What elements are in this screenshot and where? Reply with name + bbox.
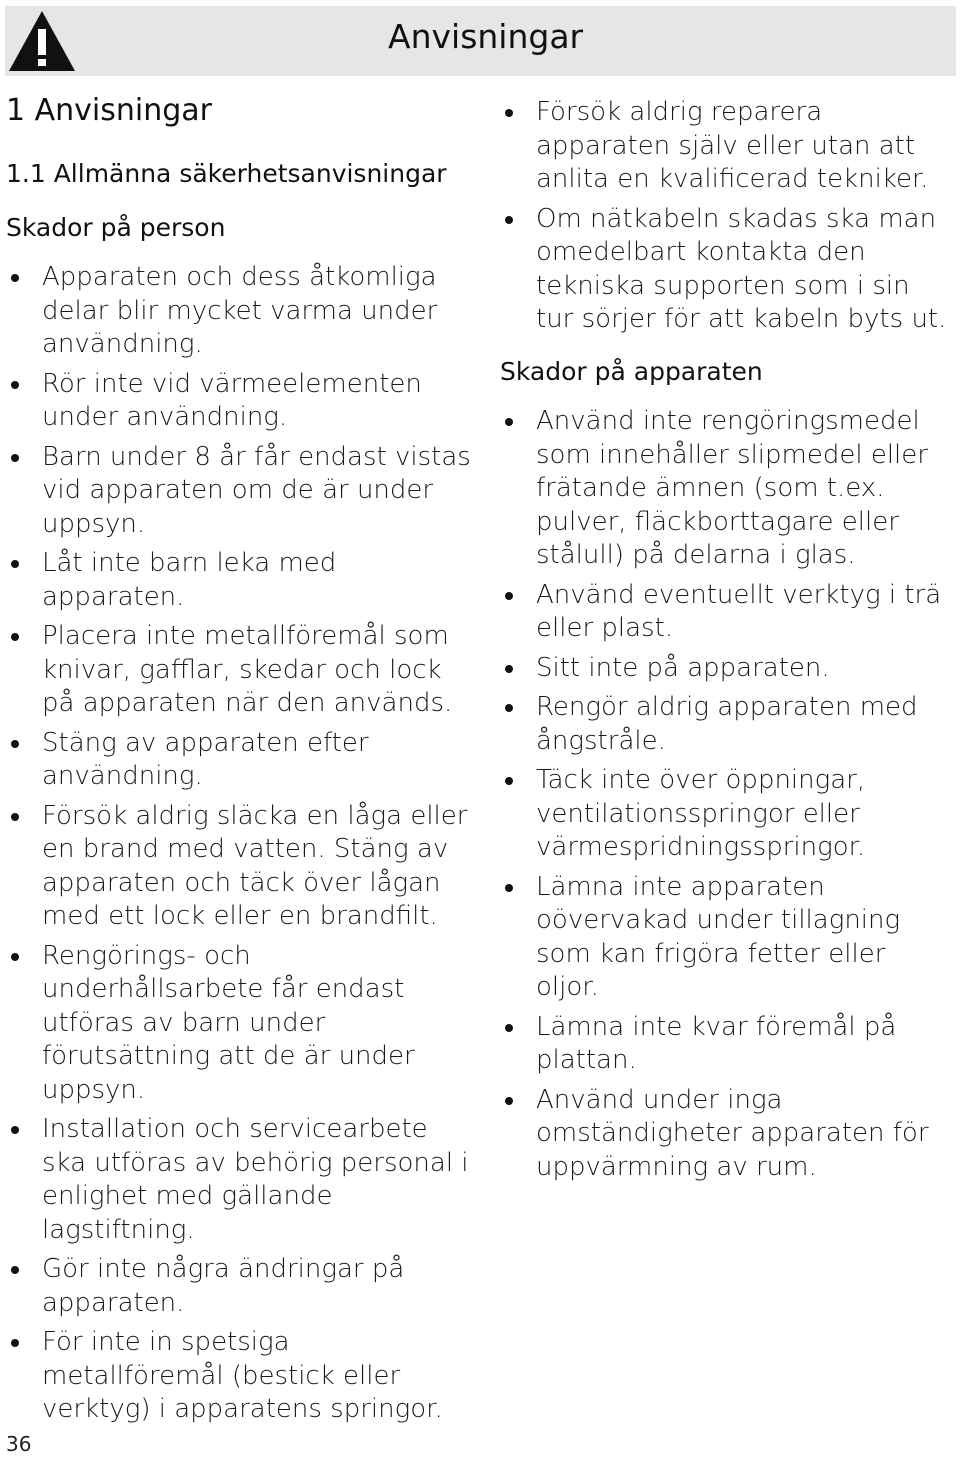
bullet-text: Rör inte vid värmeelementen under användning. [42, 368, 422, 432]
bullet-text: Apparaten och dess åtkomliga delar blir mycket varma under användning. [42, 262, 438, 359]
bullet-item [500, 96, 955, 197]
device-damage-list [500, 405, 955, 1190]
bullet-text: Gör inte några ändringar på apparaten. [42, 1254, 405, 1318]
bullet-text: Lämna inte apparaten oövervakad under tillagning som kan frigöra fetter eller oljor. [536, 871, 901, 1002]
bullet-item [6, 368, 476, 435]
person-injury-heading: Skador på person [6, 213, 226, 242]
bullet-text: Använd eventuellt verktyg i trä eller plast. [536, 579, 942, 643]
bullet-text: Om nätkabeln skadas ska man omedelbart kontakta den tekniska supporten som i sin tur sörjer för att kabeln byts ut. [536, 203, 947, 334]
bullet-icon [505, 592, 513, 600]
bullet-item [500, 764, 955, 865]
bullet-item [500, 1084, 955, 1185]
bullet-item [6, 727, 476, 794]
bullet-icon [505, 884, 513, 892]
bullet-icon [11, 560, 19, 568]
bullet-item [500, 405, 955, 573]
bullet-icon [505, 1097, 513, 1105]
bullet-icon [505, 704, 513, 712]
bullet-icon [505, 418, 513, 426]
bullet-icon [11, 740, 19, 748]
bullet-text: Täck inte över öppningar, ventilationsspringor eller värmespridningsspringor. [536, 765, 866, 862]
bullet-item [500, 579, 955, 646]
bullet-icon [11, 813, 19, 821]
header-title: Anvisningar [388, 17, 584, 56]
bullet-text: Barn under 8 år får endast vistas vid apparaten om de är under uppsyn. [42, 441, 471, 539]
bullet-text: Låt inte barn leka med apparaten. [42, 548, 337, 612]
bullet-item [6, 1253, 476, 1320]
bullet-text: Rengörings- och underhållsarbete får endast utföras av barn under förutsättning att de är under uppsyn. [42, 940, 415, 1105]
bullet-icon [11, 953, 19, 961]
bullet-text: Använd under inga omständigheter apparaten för uppvärmning av rum. [536, 1084, 929, 1182]
bullet-icon [11, 1339, 19, 1347]
bullet-text: Försök aldrig reparera apparaten själv eller utan att anlita en kvalificerad tekniker. [536, 97, 929, 194]
bullet-text: Lämna inte kvar föremål på plattan. [536, 1011, 897, 1075]
section-heading: 1 Anvisningar [6, 93, 213, 128]
bullet-text: Stäng av apparaten efter användning. [42, 727, 369, 791]
section-subheading: 1.1 Allmänna säkerhetsanvisningar [6, 159, 447, 188]
bullet-item [6, 547, 476, 614]
bullet-icon [11, 381, 19, 389]
bullet-item [6, 1113, 476, 1247]
bullet-text: Rengör aldrig apparaten med ångstråle. [536, 692, 918, 756]
page-header [5, 6, 956, 76]
bullet-item [6, 261, 476, 362]
bullet-icon [11, 1266, 19, 1274]
bullet-item [6, 620, 476, 721]
bullet-text: Använd inte rengöringsmedel som innehåller slipmedel eller frätande ämnen (som t.ex. pulver, fläckborttagare eller stålull) på delarna i glas. [536, 406, 928, 570]
bullet-icon [11, 274, 19, 282]
bullet-icon [505, 216, 513, 224]
bullet-item [6, 1326, 476, 1427]
bullet-item [500, 871, 955, 1005]
page-number: 36 [6, 1432, 32, 1456]
person-injury-list-continued [500, 96, 955, 343]
bullet-item [500, 1011, 955, 1078]
bullet-icon [505, 1024, 513, 1032]
bullet-item [500, 691, 955, 758]
bullet-icon [505, 109, 513, 117]
bullet-icon [11, 633, 19, 641]
bullet-text: För inte in spetsiga metallföremål (bestick eller verktyg) i apparatens springor. [42, 1327, 443, 1424]
bullet-text: Installation och servicearbete ska utföras av behörig personal i enlighet med gällande lagstiftning. [42, 1114, 469, 1245]
person-injury-list [6, 261, 476, 1433]
warning-triangle-icon [7, 9, 77, 73]
bullet-icon [11, 1126, 19, 1134]
bullet-icon [505, 665, 513, 673]
bullet-icon [505, 777, 513, 785]
bullet-text: Försök aldrig släcka en låga eller en brand med vatten. Stäng av apparaten och täck över lågan med ett lock eller en brandfilt. [42, 800, 468, 931]
bullet-text: Sitt inte på apparaten. [536, 652, 830, 683]
bullet-item [6, 441, 476, 542]
bullet-item [500, 203, 955, 337]
bullet-item [6, 940, 476, 1108]
bullet-icon [11, 454, 19, 462]
bullet-item [500, 652, 955, 686]
bullet-item [6, 800, 476, 934]
bullet-text: Placera inte metallföremål som knivar, gafflar, skedar och lock på apparaten när den används. [42, 621, 453, 718]
device-damage-heading: Skador på apparaten [500, 357, 763, 386]
